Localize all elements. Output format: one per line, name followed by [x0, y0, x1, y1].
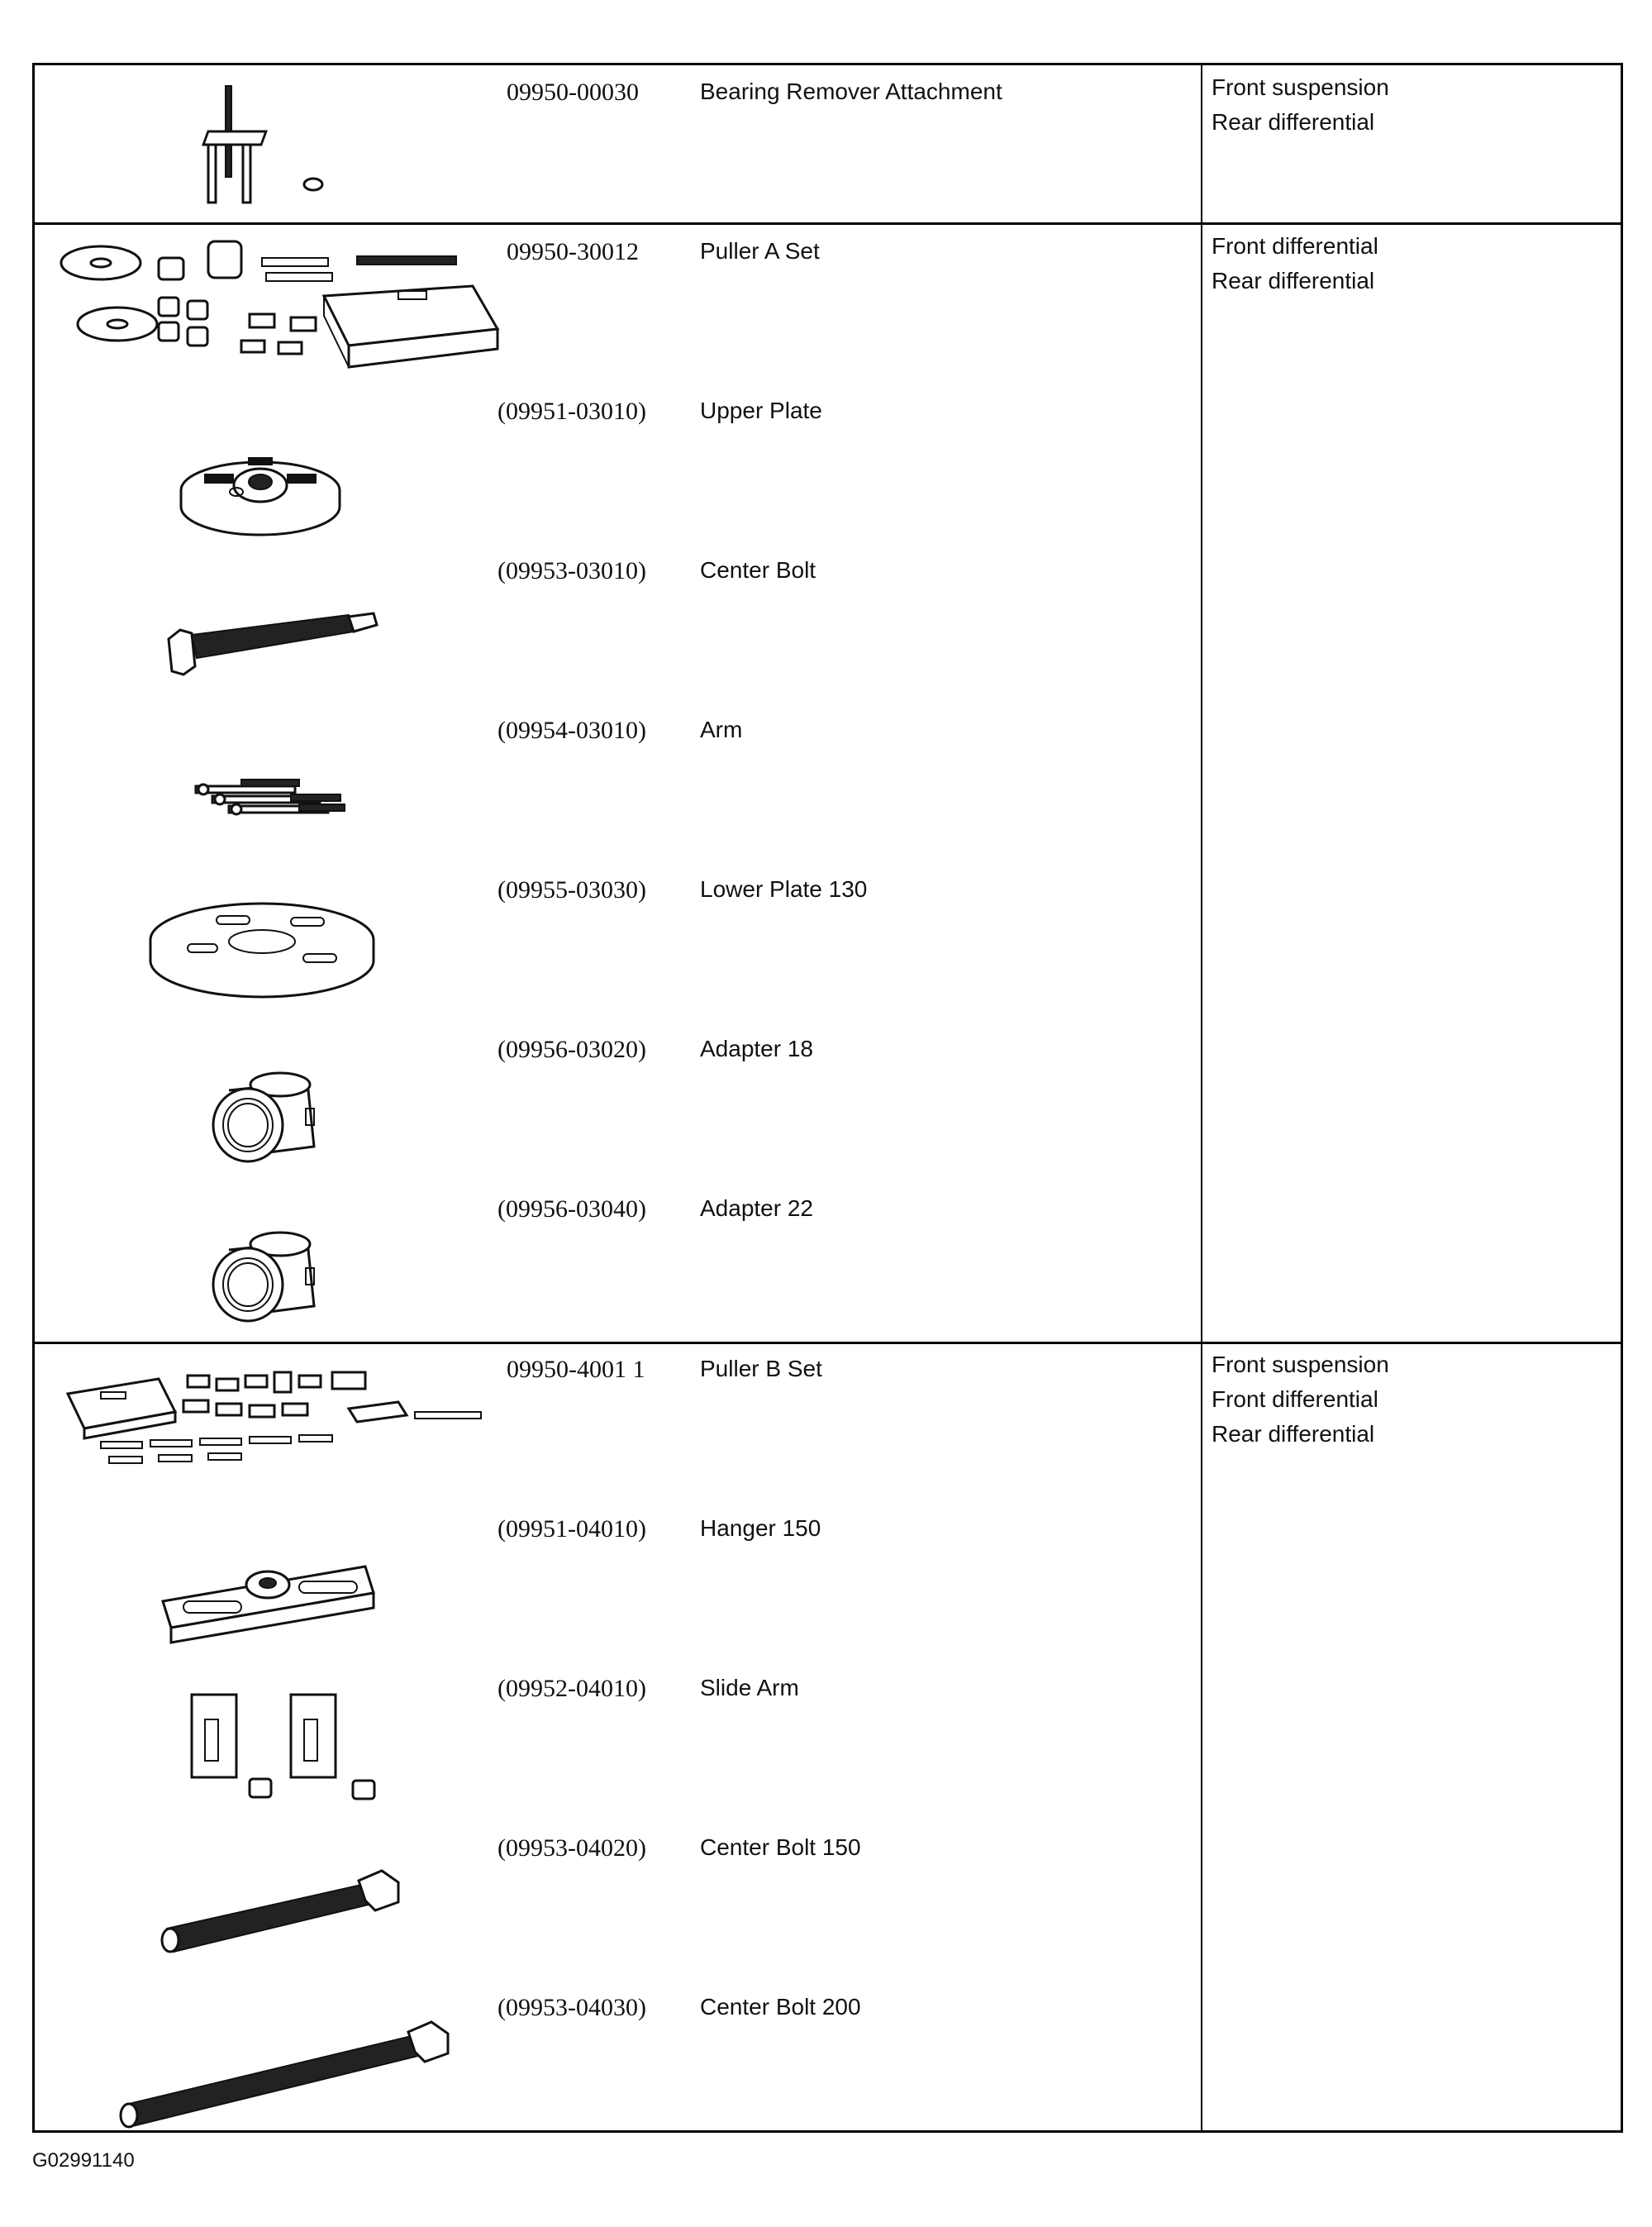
applications-cell — [1212, 229, 1378, 298]
lower-plate-icon — [51, 863, 514, 1023]
applications-cell — [1212, 1347, 1389, 1452]
application-item: Rear differential — [1212, 1421, 1375, 1447]
tool-row — [35, 1342, 1201, 1502]
puller-a-set-icon — [51, 225, 514, 384]
part-number: (09953-03010) — [498, 557, 646, 584]
tool-row — [35, 1981, 1201, 2140]
arm-icon — [51, 703, 514, 863]
tool-row — [35, 1023, 1201, 1182]
tool-name: Upper Plate — [700, 398, 822, 423]
application-item: Front suspension — [1212, 74, 1389, 100]
tool-row — [35, 1821, 1201, 1981]
tool-name: Adapter 18 — [700, 1036, 813, 1061]
tool-name: Hanger 150 — [700, 1515, 821, 1541]
tool-row — [35, 544, 1201, 703]
part-number: (09951-04010) — [498, 1515, 646, 1543]
tool-row — [35, 1502, 1201, 1662]
application-item: Front differential — [1212, 1386, 1378, 1412]
part-number: (09954-03010) — [498, 717, 646, 744]
part-number: (09956-03040) — [498, 1195, 646, 1223]
center-bolt-200-icon — [51, 1981, 514, 2140]
part-number: (09955-03030) — [498, 876, 646, 904]
part-number: 09950-4001 1 — [507, 1356, 645, 1383]
part-number: (09953-04020) — [498, 1834, 646, 1862]
tool-name: Bearing Remover Attachment — [700, 79, 1002, 104]
part-number: 09950-30012 — [507, 238, 639, 265]
special-service-tools-table — [32, 63, 1623, 2133]
application-item: Front differential — [1212, 233, 1378, 259]
center-bolt-icon — [51, 544, 514, 703]
tool-name: Adapter 22 — [700, 1195, 813, 1221]
part-number: (09953-04030) — [498, 1994, 646, 2021]
tool-row — [35, 384, 1201, 544]
application-item: Rear differential — [1212, 109, 1375, 135]
tool-row — [35, 1662, 1201, 1821]
upper-plate-icon — [51, 384, 514, 544]
adapter-icon — [51, 1023, 514, 1182]
puller-b-set-icon — [51, 1342, 514, 1502]
applications-cell — [1212, 70, 1389, 140]
tool-name: Center Bolt 200 — [700, 1994, 861, 2020]
tool-name: Puller B Set — [700, 1356, 822, 1381]
tool-row — [35, 65, 1201, 225]
column-divider — [1201, 65, 1202, 2130]
tool-row — [35, 225, 1201, 384]
hanger-icon — [51, 1502, 514, 1662]
tool-row — [35, 703, 1201, 863]
application-item: Front suspension — [1212, 1352, 1389, 1377]
tool-name: Center Bolt — [700, 557, 816, 583]
part-number: 09950-00030 — [507, 79, 639, 106]
bearing-remover-attachment-icon — [51, 65, 514, 225]
figure-id: G02991140 — [32, 2149, 135, 2172]
tool-row — [35, 1182, 1201, 1342]
tool-name: Lower Plate 130 — [700, 876, 868, 902]
tool-name: Arm — [700, 717, 743, 742]
application-item: Rear differential — [1212, 268, 1375, 293]
tool-name: Puller A Set — [700, 238, 820, 264]
tool-row — [35, 863, 1201, 1023]
part-number: (09956-03020) — [498, 1036, 646, 1063]
adapter-icon — [51, 1182, 514, 1342]
tool-name: Slide Arm — [700, 1675, 799, 1700]
part-number: (09952-04010) — [498, 1675, 646, 1702]
tool-name: Center Bolt 150 — [700, 1834, 861, 1860]
slide-arm-icon — [51, 1662, 514, 1821]
part-number: (09951-03010) — [498, 398, 646, 425]
center-bolt-150-icon — [51, 1821, 514, 1981]
